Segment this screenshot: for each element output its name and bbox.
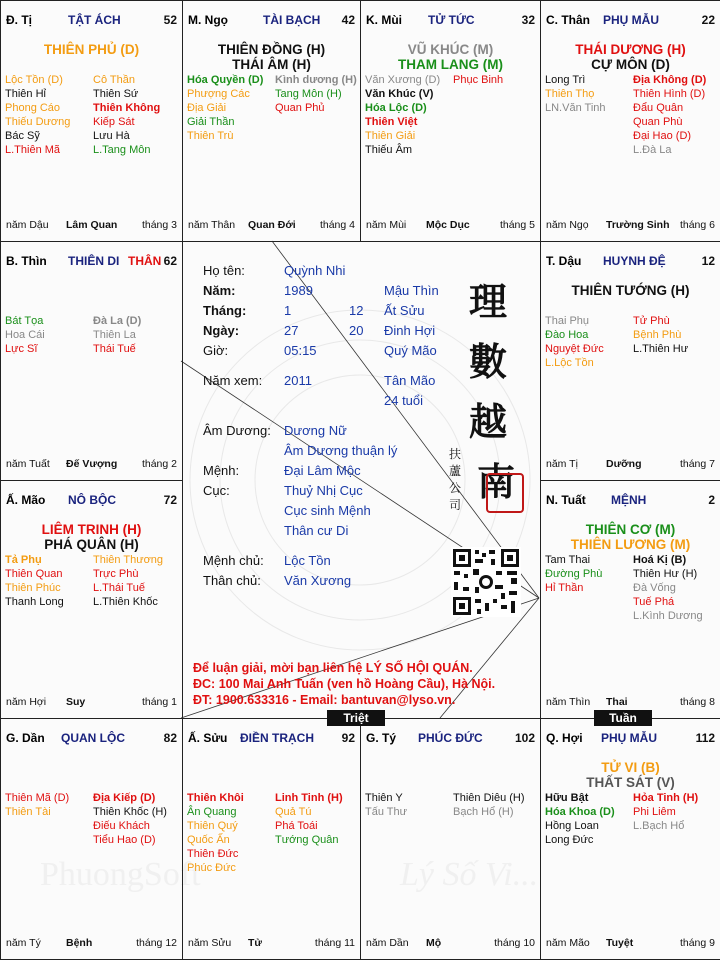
menh-label: Mệnh: <box>203 463 240 478</box>
minor-star: Hỏa Tinh (H) <box>633 792 699 804</box>
amduong-value: Dương Nữ <box>284 423 347 438</box>
palace-footer <box>546 458 715 472</box>
left-stars <box>187 73 263 143</box>
minor-star: Lộc Tồn (D) <box>5 74 63 86</box>
main-star: LIÊM TRINH (H) <box>41 522 142 537</box>
footer-year: năm Thìn <box>546 696 591 708</box>
name-label: Họ tên: <box>203 263 245 278</box>
minor-star: Thiếu Âm <box>365 144 413 156</box>
view-year-canchi: Tân Mão <box>384 373 436 388</box>
palace-can-chi: N. Tuất <box>546 493 586 507</box>
main-star: THẤT SÁT (V) <box>586 775 675 790</box>
minor-star: Thiên Hư (H) <box>633 568 698 580</box>
palace-can-chi: Ấ. Sửu <box>188 731 228 745</box>
footer-year: năm Hợi <box>6 696 47 708</box>
right-stars <box>93 314 141 356</box>
footer-stage: Trường Sinh <box>606 219 670 231</box>
month-lunar: 12 <box>349 303 364 318</box>
tuan-badge: Tuần <box>594 710 652 726</box>
minor-star: Lực Sĩ <box>5 343 38 355</box>
palace-ti <box>0 0 183 242</box>
minor-star: Thiên Đức <box>187 848 239 860</box>
palace-footer <box>366 937 535 951</box>
palace-footer <box>546 696 715 710</box>
minor-star: LN.Văn Tinh <box>545 102 606 114</box>
footer-stage: Thai <box>606 696 628 708</box>
footer-year: năm Sửu <box>188 937 232 949</box>
footer-year: năm Ngọ <box>546 219 589 231</box>
contact-phone-email: ĐT: 1900.633316 - Email: bantuvan@lyso.vn. <box>193 693 456 707</box>
month-label: Tháng: <box>203 303 247 318</box>
left-stars <box>545 791 615 847</box>
calligraphy-char-3: 越 <box>469 399 508 444</box>
minor-star: Thiên Mã (D) <box>5 792 70 804</box>
footer-month: tháng 11 <box>314 937 355 949</box>
palace-header <box>188 13 355 29</box>
minor-star: Thiên La <box>93 329 136 341</box>
palace-footer <box>6 219 177 233</box>
minor-star: Thiên Quan <box>5 568 63 580</box>
footer-stage: Lâm Quan <box>66 219 118 231</box>
palace-name: THIÊN DI <box>68 254 120 268</box>
footer-month: tháng 2 <box>141 458 177 470</box>
watermark-left: PhuongSoft <box>40 856 201 893</box>
minor-star: Hóa Quyền (D) <box>187 74 264 86</box>
palace-age: 112 <box>695 731 715 745</box>
palace-header <box>6 493 177 509</box>
footer-stage: Tuyệt <box>606 937 634 949</box>
palace-age: 92 <box>341 731 355 745</box>
minor-star: L.Tang Môn <box>93 144 151 156</box>
minor-star: Kình dương (H) <box>275 74 357 86</box>
contact-line-1: Để luận giải, mời bạn liên hệ LÝ SỐ HỘI QUÁN. <box>193 661 473 675</box>
minor-star: Tam Thai <box>545 554 591 566</box>
amduong-label: Âm Dương: <box>203 423 271 438</box>
footer-month: tháng 3 <box>141 219 177 231</box>
minor-star: Long Trì <box>545 74 586 86</box>
minor-star: Phong Cáo <box>5 102 61 114</box>
footer-month: tháng 10 <box>494 937 535 949</box>
right-stars <box>275 73 357 115</box>
palace-mui <box>360 0 541 242</box>
palace-suu <box>182 718 361 960</box>
day-value: 27 <box>284 323 299 338</box>
palace-header <box>546 731 715 747</box>
palace-header <box>6 13 177 29</box>
minor-star: Thiên Diêu (H) <box>453 792 525 804</box>
left-stars <box>365 791 407 819</box>
right-stars <box>633 791 698 833</box>
calligraphy-char-2: 數 <box>469 339 508 384</box>
right-stars <box>633 314 688 356</box>
palace-than <box>540 0 720 242</box>
thanchu-value: Văn Xương <box>284 573 352 588</box>
minor-star: Thiên Thương <box>93 554 164 566</box>
left-stars <box>545 73 606 115</box>
minor-star: Quan Phủ <box>275 102 325 114</box>
day-label: Ngày: <box>203 323 240 338</box>
palace-age: 2 <box>708 493 715 507</box>
footer-stage: Suy <box>66 696 86 708</box>
menh-value: Đại Lâm Mộc <box>284 463 361 478</box>
footer-stage: Mộc Dục <box>426 219 470 231</box>
minor-star: Tang Môn (H) <box>275 88 342 100</box>
minor-star: Đường Phù <box>545 568 603 580</box>
left-stars <box>5 791 69 819</box>
main-star: THAM LANG (M) <box>398 57 503 72</box>
cuc-note: Cục sinh Mệnh <box>284 503 371 518</box>
palace-footer <box>188 937 355 951</box>
palace-name: MỆNH <box>611 493 647 507</box>
footer-stage: Quan Đới <box>248 219 296 231</box>
minor-star: Hữu Bật <box>545 792 589 804</box>
left-stars <box>545 314 604 370</box>
minor-star: Đào Hoa <box>545 329 589 341</box>
palace-hoi <box>540 718 720 960</box>
right-stars <box>633 553 703 623</box>
small-seal-text: 扶 蘆 公 司 <box>449 447 462 512</box>
view-year-value: 2011 <box>284 373 312 388</box>
minor-star: Tiểu Hao (D) <box>93 834 156 846</box>
minor-star: Thiên Quý <box>187 820 238 832</box>
palace-age: 22 <box>701 13 715 27</box>
main-star: THÁI ÂM (H) <box>232 57 311 72</box>
minor-star: Linh Tinh (H) <box>275 792 343 804</box>
minor-star: Hồng Loan <box>545 820 599 832</box>
palace-header <box>546 493 715 509</box>
footer-year: năm Dần <box>366 937 409 949</box>
palace-dau <box>540 241 720 481</box>
palace-can-chi: K. Mùi <box>366 13 402 27</box>
minor-star: Thiên Thọ <box>545 88 595 100</box>
minor-star: Tuế Phá <box>633 596 675 608</box>
right-stars <box>275 791 343 847</box>
minor-star: Phục Binh <box>453 74 504 86</box>
footer-month: tháng 9 <box>679 937 715 949</box>
palace-header <box>546 13 715 29</box>
main-star: THIÊN CƠ (M) <box>585 522 676 537</box>
main-star: THIÊN TƯỚNG (H) <box>571 283 690 298</box>
minor-star: Thanh Long <box>5 596 64 608</box>
than-cu: Thân cư Di <box>284 523 349 538</box>
footer-year: năm Tý <box>6 937 41 949</box>
palace-header <box>366 13 535 29</box>
contact-address: ĐC: 100 Mai Anh Tuấn (ven hồ Hoàng Cầu), Hà Nội. <box>193 677 496 691</box>
minor-star: Cô Thần <box>93 74 135 86</box>
palace-can-chi: G. Dần <box>6 731 45 745</box>
footer-stage: Mộ <box>426 937 442 949</box>
palace-age: 82 <box>163 731 177 745</box>
palace-can-chi: T. Dậu <box>546 254 582 268</box>
year-canchi: Mậu Thìn <box>384 283 439 298</box>
minor-star: Bác Sỹ <box>5 130 40 142</box>
left-stars <box>5 314 45 356</box>
palace-name: PHÚC ĐỨC <box>418 731 483 745</box>
minor-star: L.Thái Tuế <box>93 582 145 594</box>
amduong-note: Âm Dương thuận lý <box>284 443 398 458</box>
minor-star: Thiên Y <box>365 792 403 804</box>
minor-star: L.Kình Dương <box>633 610 703 622</box>
palace-name: TÀI BẠCH <box>263 13 321 27</box>
day-lunar: 20 <box>349 323 364 338</box>
right-stars <box>93 73 160 157</box>
palace-can-chi: B. Thìn <box>6 254 47 268</box>
qr-code <box>451 547 521 617</box>
minor-star: Thiên Phúc <box>5 582 61 594</box>
footer-stage: Bệnh <box>66 937 93 949</box>
right-stars <box>633 73 706 157</box>
palace-than-marker: THÂN <box>128 254 162 268</box>
palace-can-chi: C. Thân <box>546 13 590 27</box>
footer-year: năm Mùi <box>366 219 407 231</box>
right-stars <box>93 791 167 847</box>
minor-star: Tả Phụ <box>5 554 42 566</box>
right-stars <box>453 791 525 819</box>
footer-year: năm Tuất <box>6 458 50 470</box>
main-star: THIÊN PHỦ (D) <box>43 42 140 57</box>
minor-star: Văn Khúc (V) <box>365 88 434 100</box>
minor-star: Thiên Khốc (H) <box>93 806 167 818</box>
day-canchi: Đinh Hợi <box>384 323 436 338</box>
palace-dan <box>0 718 183 960</box>
minor-star: Ân Quang <box>187 806 237 818</box>
palace-mao <box>0 480 183 719</box>
minor-star: Thiên Việt <box>365 116 418 128</box>
minor-star: Phá Toái <box>275 820 318 832</box>
view-age: 24 tuổi <box>384 393 424 408</box>
minor-star: Quốc Ấn <box>187 834 230 846</box>
minor-star: Hóa Khoa (D) <box>545 806 615 818</box>
main-star: THIÊN LƯƠNG (M) <box>570 537 691 552</box>
palace-age: 42 <box>341 13 355 27</box>
red-seal <box>486 473 524 513</box>
month-value: 1 <box>284 303 292 318</box>
minor-star: Thiên Trù <box>187 130 234 142</box>
minor-star: Thiên Khôi <box>187 792 244 804</box>
main-star: PHÁ QUÂN (H) <box>44 537 139 552</box>
watermark-right: Lý Số Vi... <box>400 856 539 893</box>
footer-month: tháng 8 <box>679 696 715 708</box>
minor-star: Đà La (D) <box>93 315 142 327</box>
menhchu-value: Lộc Tồn <box>284 553 331 568</box>
minor-star: Quả Tú <box>275 806 312 818</box>
footer-year: năm Dậu <box>6 219 49 231</box>
left-stars <box>5 73 70 157</box>
name-value: Quỳnh Nhi <box>284 263 346 278</box>
minor-star: Tấu Thư <box>365 806 408 818</box>
footer-month: tháng 5 <box>499 219 535 231</box>
calligraphy-char-4: 南 <box>477 459 516 504</box>
left-stars <box>545 553 602 595</box>
palace-thin <box>0 241 183 481</box>
palace-name: HUYNH ĐỆ <box>603 254 666 268</box>
minor-star: Hoá Kị (B) <box>633 554 687 566</box>
minor-star: Quan Phù <box>633 116 683 128</box>
menhchu-label: Mệnh chủ: <box>203 553 264 568</box>
palace-footer <box>6 696 177 710</box>
minor-star: Bạch Hổ (H) <box>453 806 514 818</box>
palace-header <box>6 254 177 270</box>
triet-badge: Triệt <box>327 710 385 726</box>
minor-star: L.Thiên Hư <box>633 343 689 355</box>
minor-star: Đại Hao (D) <box>633 130 692 142</box>
palace-header <box>366 731 535 747</box>
palace-age: 102 <box>514 731 535 745</box>
minor-star: Điếu Khách <box>93 820 150 832</box>
footer-stage: Tử <box>248 937 263 949</box>
palace-name: PHỤ MẪU <box>601 731 657 745</box>
minor-star: Văn Xương (D) <box>365 74 441 86</box>
minor-star: Long Đức <box>545 834 594 846</box>
left-stars <box>365 73 440 157</box>
month-canchi: Ất Sửu <box>384 303 425 318</box>
year-label: Năm: <box>203 283 236 298</box>
palace-header <box>188 731 355 747</box>
minor-star: Hỉ Thần <box>545 582 584 594</box>
palace-name: TỬ TỨC <box>428 13 475 27</box>
palace-footer <box>546 937 715 951</box>
main-star: VŨ KHÚC (M) <box>407 42 494 57</box>
cuc-value: Thuỷ Nhị Cục <box>284 483 363 498</box>
palace-ngo <box>182 0 361 242</box>
minor-star: L.Thiên Mã <box>5 144 61 156</box>
minor-star: Bệnh Phù <box>633 329 682 341</box>
right-stars <box>93 553 163 609</box>
palace-can-chi: G. Tý <box>366 731 397 745</box>
palace-name: PHỤ MẪU <box>603 13 659 27</box>
minor-star: Giải Thần <box>187 116 235 128</box>
minor-star: Bát Tọa <box>5 315 44 327</box>
main-star: TỬ VI (B) <box>601 760 660 775</box>
palace-name: ĐIỀN TRẠCH <box>240 731 314 745</box>
minor-star: Thiên Hình (D) <box>633 88 706 100</box>
year-value: 1989 <box>284 283 313 298</box>
footer-stage: Dưỡng <box>606 458 642 470</box>
right-stars <box>453 73 503 87</box>
footer-month: tháng 1 <box>141 696 177 708</box>
center-info <box>181 241 539 719</box>
minor-star: Trực Phù <box>93 568 139 580</box>
minor-star: Hóa Lộc (D) <box>365 102 427 114</box>
palace-footer <box>6 937 177 951</box>
hour-label: Giờ: <box>203 343 229 358</box>
palace-ty <box>360 718 541 960</box>
thanchu-label: Thân chủ: <box>203 573 261 588</box>
palace-age: 12 <box>701 254 715 268</box>
palace-age: 32 <box>521 13 535 27</box>
hour-canchi: Quý Mão <box>384 343 437 358</box>
minor-star: Nguyệt Đức <box>545 343 604 355</box>
minor-star: Địa Kiếp (D) <box>93 792 156 804</box>
minor-star: Thiên Tài <box>5 806 51 818</box>
minor-star: Địa Giải <box>187 102 227 114</box>
footer-month: tháng 4 <box>319 219 355 231</box>
minor-star: Thiếu Dương <box>5 116 71 128</box>
palace-name: NÔ BỘC <box>68 493 116 507</box>
main-star: THÁI DƯƠNG (H) <box>575 42 686 57</box>
palace-header <box>6 731 177 747</box>
footer-year: năm Mão <box>546 937 590 949</box>
minor-star: Tử Phù <box>633 315 670 327</box>
minor-star: L.Lộc Tồn <box>545 357 594 369</box>
palace-age: 72 <box>163 493 177 507</box>
palace-header <box>546 254 715 270</box>
cuc-label: Cục: <box>203 483 230 498</box>
palace-tuat <box>540 480 720 719</box>
palace-footer <box>6 458 177 472</box>
minor-star: Đẩu Quân <box>633 102 684 114</box>
palace-name: QUAN LỘC <box>61 731 125 745</box>
main-star: THIÊN ĐỒNG (H) <box>217 42 326 57</box>
minor-star: Thái Tuế <box>93 343 136 355</box>
minor-star: L.Đà La <box>633 144 672 156</box>
calligraphy-char-1: 理 <box>469 279 508 324</box>
view-year-label: Năm xem: <box>203 373 263 388</box>
palace-footer <box>366 219 535 233</box>
footer-month: tháng 6 <box>679 219 715 231</box>
minor-star: Phi Liêm <box>633 806 676 818</box>
minor-star: Thiên Giải <box>365 130 416 142</box>
palace-can-chi: Q. Hợi <box>546 731 583 745</box>
hour-value: 05:15 <box>284 343 317 358</box>
palace-can-chi: Ấ. Mão <box>6 493 46 507</box>
palace-can-chi: Đ. Tị <box>6 13 32 27</box>
minor-star: L.Bạch Hổ <box>633 820 685 832</box>
palace-can-chi: M. Ngọ <box>188 13 228 27</box>
minor-star: Thiên Hỉ <box>5 88 46 100</box>
left-stars <box>187 791 244 875</box>
footer-month: tháng 12 <box>136 937 177 949</box>
minor-star: Địa Không (D) <box>633 74 707 86</box>
footer-stage: Đế Vượng <box>66 458 118 470</box>
minor-star: Phượng Các <box>187 88 250 100</box>
footer-year: năm Thân <box>188 219 236 231</box>
palace-footer <box>546 219 715 233</box>
minor-star: Tướng Quân <box>275 834 339 846</box>
footer-year: năm Tị <box>546 458 578 470</box>
minor-star: L.Thiên Khốc <box>93 596 158 608</box>
minor-star: Lưu Hà <box>93 130 130 142</box>
main-star: CỰ MÔN (D) <box>591 57 670 72</box>
palace-name: TẬT ÁCH <box>68 13 121 27</box>
minor-star: Kiếp Sát <box>93 116 135 128</box>
minor-star: Thai Phụ <box>545 315 590 327</box>
footer-month: tháng 7 <box>679 458 715 470</box>
minor-star: Thiên Không <box>93 102 161 114</box>
palace-age: 52 <box>163 13 177 27</box>
palace-footer <box>188 219 355 233</box>
left-stars <box>5 553 64 609</box>
minor-star: Đà Vống <box>633 582 676 594</box>
palace-age: 62 <box>163 254 177 268</box>
minor-star: Thiên Sứ <box>93 88 139 100</box>
minor-star: Phúc Đức <box>187 862 236 874</box>
minor-star: Hoa Cái <box>5 329 45 341</box>
